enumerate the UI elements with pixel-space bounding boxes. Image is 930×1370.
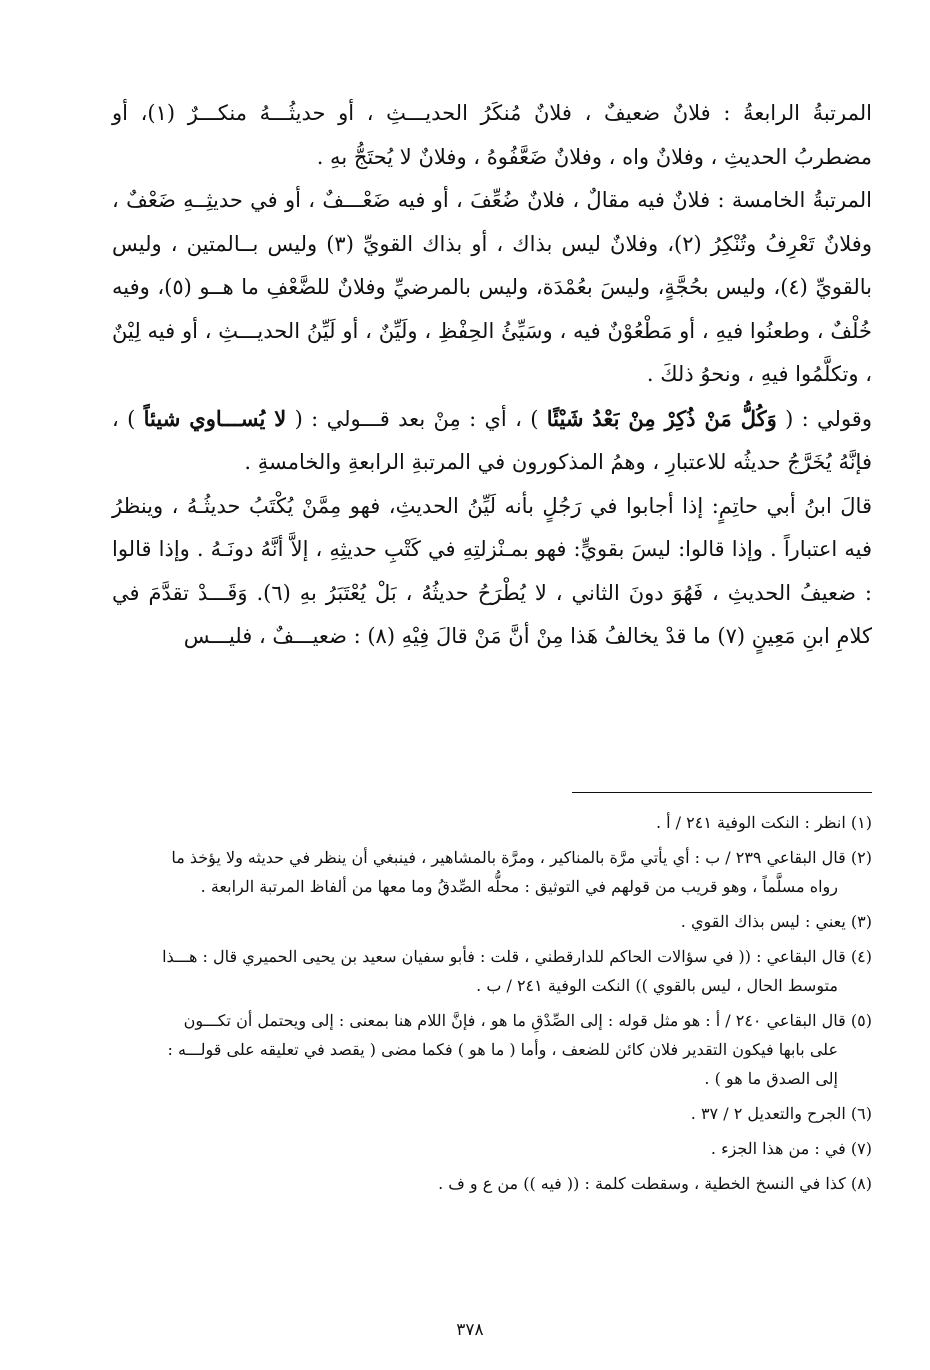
footnote-4 <box>112 942 872 1000</box>
footnote-7: (٧) في : من هذا الجزء . <box>710 1139 872 1158</box>
main-text <box>112 92 872 659</box>
footnote-8: (٨) كذا في النسخ الخطية ، وسقطت كلمة : (( فيه )) من ع و ف . <box>438 1174 872 1193</box>
footnote-5-line-3: إلى الصدق ما هو ) . <box>704 1069 838 1088</box>
footnote-6: (٦) الجرح والتعديل ٢ / ٣٧ . <box>690 1104 872 1123</box>
footnote-1: (١) انظر : النكت الوفية ٢٤١ / أ . <box>655 813 872 832</box>
footnote-5-line-2: على بابها فيكون التقدير فلان كائن للضعف ، وأما ( ما هو ) فكما مضى ( يقصد في تعليقه على قولـــه : <box>167 1040 838 1059</box>
page-number: ٣٧٨ <box>456 1320 484 1340</box>
footnote-2-line-2: رواه مسلَّماً ، وهو قريب من قولهم في التوثيق : محلُّه الصِّدقُ وما معها من ألفاظ المرتبة الرابعة . <box>200 877 838 896</box>
paragraph-my-saying: وقولي : ( وَكُلُّ مَنْ ذُكِرْ مِنْ بَعْدُ شَيْئًا ) ، أي : مِنْ بعد قـــولي : ( لا يُســـاوي شيئاً ) ، فإنَّهُ يُخَرَّجُ حديثُه للاعتبارِ ، وهمُ المذكورون في المرتبةِ الرابعةِ والخامسةِ . <box>112 405 872 474</box>
footnote-5 <box>112 1006 872 1093</box>
footnote-2-line-1: (٢) قال البقاعي ٢٣٩ / ب : أي يأتي مرَّة بالمناكير ، ومرَّة بالمشاهير ، فينبغي أن ينظر في حديثه ولا يؤخذ ما <box>171 848 872 867</box>
footnote-4-line-1: (٤) قال البقاعي : (( في سؤالات الحاكم للدارقطني ، قلت : فأبو سفيان سعيد بن يحيى الحميري قال : هـــذا <box>162 947 872 966</box>
verse-quote: وَكُلُّ مَنْ ذُكِرْ مِنْ بَعْدُ شَيْئًا <box>546 405 777 431</box>
paragraph-ibn-abi-hatim: قالَ ابنُ أبي حاتِمٍ: إذا أجابوا في رَجُلٍ بأنه لَيِّنُ الحديثِ، فهو مِمَّنْ يُكْتَبُ حديثُـهُ ، وينظرُ فيه اعتباراً . وإذا قالوا: ليسَ بقويٍّ: فهو بمـنْزلتِهِ في كَتْبِ حديثِهِ ، إلاَّ أنَّهُ دونَـهُ . وإذا قالوا : ضعيفُ الحديثِ ، فَهُوَ دونَ الثاني ، لا يُطْرَحُ حديثُهُ ، بَلْ يُعْتَبَرُ بهِ (٦). وَقَـــدْ تقدَّمَ في كلامِ ابنِ مَعِينٍ (٧) ما قدْ يخالفُ هَذا مِنْ أنَّ مَنْ قالَ فِيْهِ (٨) : ضعيـــفٌ ، فليـــس <box>112 493 872 648</box>
paragraph-rank-five: المرتبةُ الخامسة : فلانٌ فيه مقالٌ ، فلانٌ ضُعِّفَ ، أو فيه ضَعْـــفٌ ، أو في حديثِــهِ ضَعْفٌ ، وفلانٌ تَعْرِفُ وتُنْكِرُ (٢)، وفلانٌ ليس بذاك ، أو بذاك القويِّ (٣) وليس بــالمتين ، وليس بالقويِّ (٤)، وليس بحُجَّةٍ، وليسَ بعُمْدَة، وليس بالمرضيِّ وفلانٌ للضَّعْفِ ما هــو (٥)، وفيه خُلْفٌ ، وطعنُوا فيهِ ، أو مَطْعُوْنٌ فيه ، وسَيِّئُ الحِفْظِ ، ولَيِّنٌ ، أو لَيِّنُ الحديـــثِ ، أو فيه لِيْنٌ ، وتكلَّمُوا فيهِ ، ونحوُ ذلكَ . <box>112 188 873 386</box>
footnotes <box>112 808 872 1204</box>
verse-quote: لا يُســـاوي شيئاً <box>143 405 287 431</box>
footnote-separator <box>572 792 872 793</box>
footnote-3: (٣) يعني : ليس بذاك القوي . <box>680 912 872 931</box>
paragraph-rank-four: المرتبةُ الرابعةُ : فلانٌ ضعيفٌ ، فلانٌ مُنكَرُ الحديـــثِ ، أو حديثُـــهُ منكـــرٌ (١)، أو مضطربُ الحديثِ ، وفلانٌ واه ، وفلانٌ ضَعَّفُوهُ ، وفلانٌ لا يُحتَجُّ بهِ . <box>112 101 872 169</box>
footnote-2 <box>112 843 872 901</box>
footnote-5-line-1: (٥) قال البقاعي ٢٤٠ / أ : هو مثل قوله : إلى الصِّدْقِ ما هو ، فإنَّ اللام هنا بمعنى : إلى ويحتمل أن تكـــون <box>183 1011 872 1030</box>
footnote-4-line-2: متوسط الحال ، ليس بالقوي )) النكت الوفية ٢٤١ / ب . <box>476 976 838 995</box>
